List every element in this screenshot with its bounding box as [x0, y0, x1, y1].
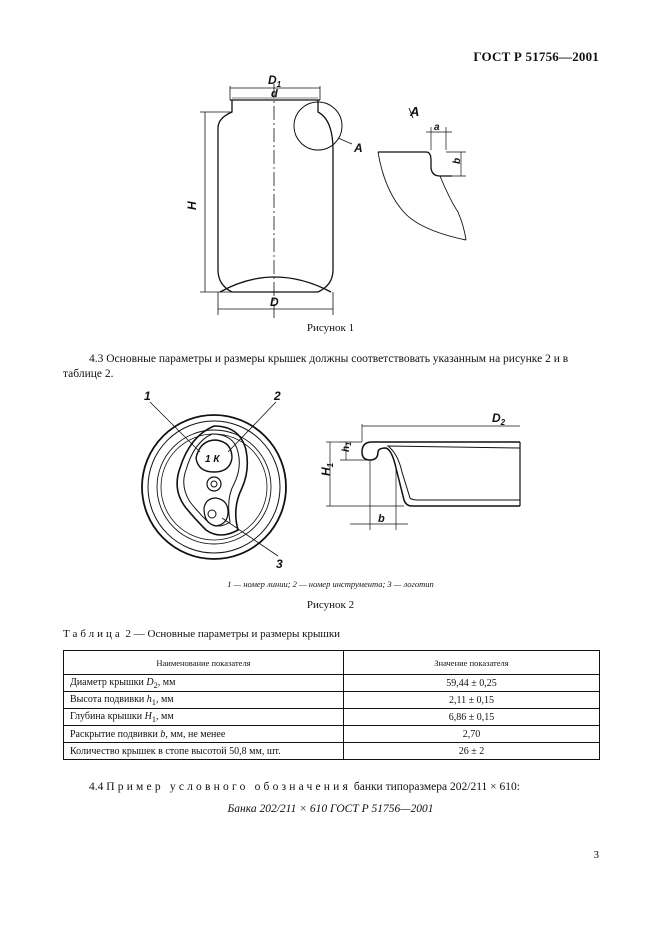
label-view-A: A	[410, 104, 420, 119]
label-d: d	[271, 88, 278, 100]
row-name: Раскрытие подвивки b, мм, не менее	[64, 726, 344, 743]
row-name: Количество крышек в стопе высотой 50,8 мм, шт.	[64, 743, 344, 760]
figure-2-legend: 1 — номер линии; 2 — номер инструмента; 3 — логотип	[227, 579, 434, 589]
table-2-title: Таблица 2 — Основные параметры и размеры крышки	[63, 628, 341, 640]
label-h1: $h_1$	[341, 441, 353, 452]
row-value: 59,44 ± 0,25	[344, 675, 600, 692]
callout-1: 1	[144, 389, 151, 403]
label-A-callout: A	[354, 141, 363, 155]
row-name: Диаметр крышки $D_2$, мм	[64, 675, 344, 692]
designation-example: Банка 202/211 × 610 ГОСТ Р 51756—2001	[227, 803, 434, 815]
table-row	[64, 709, 600, 726]
table-row	[64, 743, 600, 760]
callout-2: 2	[274, 389, 281, 403]
section-4-3-text: 4.3 Основные параметры и размеры крышек должны соответствовать указанным на рисунке 2 и в таблице 2.	[63, 353, 569, 380]
document-code: ГОСТ Р 51756—2001	[473, 49, 599, 64]
label-H1: $H_1$	[319, 462, 335, 476]
row-name: Высота подвивки $h_1$, мм	[64, 692, 344, 709]
label-H: H	[185, 201, 199, 210]
section-4-4-text: 4.4 Пример условного обозначения банки типоразмера 202/211 × 610:	[89, 781, 520, 793]
mark-line-tool: 1 К	[205, 454, 220, 465]
figure-2-caption: Рисунок 2	[306, 599, 355, 611]
row-value: 2,11 ± 0,15	[344, 692, 600, 709]
table-2	[63, 650, 600, 760]
table-row	[64, 726, 600, 743]
label-b-profile: b	[378, 513, 385, 525]
column-header-value: Значение показателя	[344, 651, 600, 675]
figure-1-drawing	[0, 0, 661, 330]
figure-2-drawing	[0, 380, 661, 580]
row-value: 6,86 ± 0,15	[344, 709, 600, 726]
label-D2: $D_2$	[492, 411, 506, 427]
table-row	[64, 692, 600, 709]
page-number: 3	[593, 849, 599, 861]
callout-3: 3	[276, 557, 283, 571]
row-value: 2,70	[344, 726, 600, 743]
label-b: b	[452, 157, 463, 164]
label-D1: $D_1$	[268, 73, 282, 89]
table-header-row	[64, 651, 600, 675]
label-D: D	[270, 295, 279, 309]
table-row	[64, 675, 600, 692]
row-name: Глубина крышки $H_1$, мм	[64, 709, 344, 726]
row-value: 26 ± 2	[344, 743, 600, 760]
figure-1-caption: Рисунок 1	[306, 322, 355, 334]
column-header-name: Наименование показателя	[64, 651, 344, 675]
label-a: a	[434, 122, 440, 133]
